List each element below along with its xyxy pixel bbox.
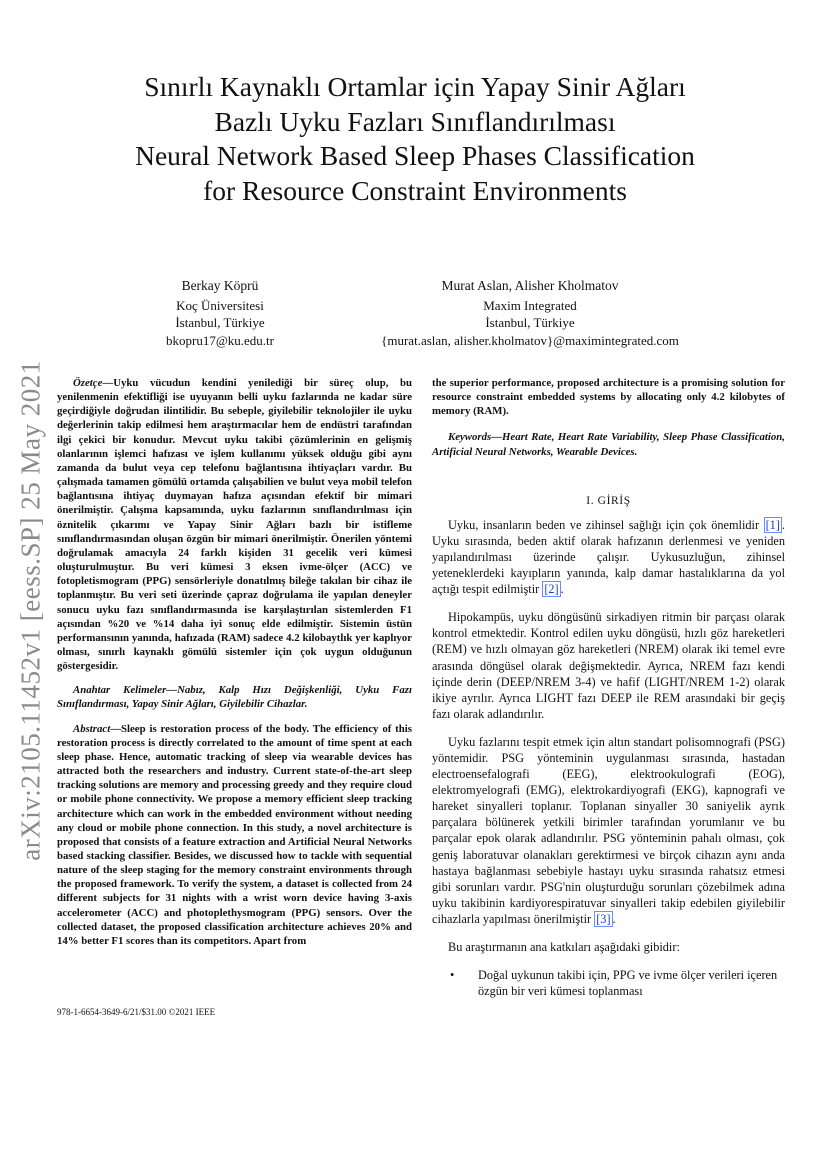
author-block-2 bbox=[355, 277, 705, 349]
arxiv-identifier: arXiv:2105.11452v1 [eess.SP] 25 May 2021 bbox=[15, 359, 46, 861]
copyright-footer: 978-1-6654-3649-6/21/$31.00 ©2021 IEEE bbox=[57, 1007, 216, 1017]
intro-paragraph-3 bbox=[432, 734, 785, 927]
title-line-en-1: Neural Network Based Sleep Phases Classification bbox=[135, 140, 695, 171]
abstract-label: Abstract bbox=[73, 722, 111, 735]
p1-text-c: . bbox=[560, 582, 564, 597]
anahtar-text: —Nabız, Kalp Hızı Değişkenliği, Uyku Fazı Sınıflandırması, Yapay Sinir Ağları, Giyilebilir Cihazlar. bbox=[57, 684, 412, 711]
title-line-tr-1: Sınırlı Kaynaklı Ortamlar için Yapay Sinir Ağları bbox=[144, 71, 686, 102]
author-affiliation: Maxim Integrated bbox=[483, 297, 577, 313]
intro-paragraph-2: Hipokampüs, uyku döngüsünü sirkadiyen ritmin bir parçası olarak kontrol etmektedir. Kontrol edilen uyku döngüsü, hızlı göz hareketleri (REM) ve hızlı olmayan göz hareketleri (NREM) olarak iki temel evre arasında döngüsel olarak değişmektedir. Ayrıca, NREM fazı kendi içinde derin (DEEP/NREM 3-4) ve hafif (LIGHT/NREM 1-2) olarak ikiye ayrılır. Ayrıca LIGHT fazı DEEP ile REM arasındaki bir geçiş fazı olarak adlandırılır. bbox=[432, 610, 785, 721]
citation-link[interactable]: [2] bbox=[544, 582, 559, 597]
ozetce-paragraph bbox=[57, 376, 412, 673]
abstract-paragraph bbox=[57, 722, 412, 949]
keywords-label: Keywords bbox=[448, 431, 492, 444]
anahtar-label: Anahtar Kelimeler bbox=[73, 684, 167, 697]
bullet-text: Doğal uykunun takibi için, PPG ve ivme ölçer verileri içeren özgün bir veri kümesi toplanması bbox=[478, 968, 778, 999]
ozetce-text: —Uyku vücudun kendini yenilediği bir süreç olup, bu yenilenmenin efektifliği ise uyuyanın belli uyku fazlarında ne kadar süre geçirdiğiyle doğrudan ilintilidir. Bu sebeple, giyilebilir teknolojiler ile uyku değerlerinin takip edilmesi hem araştırmacılar hem de endüstri tarafından ilgi çekici bir konudur. Mevcut uyku takibi çözümlerinin en gelişmiş olanlarının işlemci hafızası ve işlem kullanımı yüksek olduğu gibi aynı zamanda da bulut veya cep telefonu bağlantısına ihtiyaçları vardır. Bu çalışmada tamamen gömülü ortamda çalışabilien ve bulut veya mobil telefon bağlantısına ihtiyaç duymayan hafıza açısından efektif bir mimari önerilmiştir. Çalışma kapsamında, uyku fazlarının sınıflandırılması için öznitelik çıkarımı ve Yapay Sinir Ağları bazlı bir istifleme sınıflandırmasından oluşan özgün bir mimari önerilmiştir. Önerilen yöntemi doğrulamak amacıyla 24 farklı kişiden 31 gecelik veri kümesi oluşturulmuştur. Bu veri kümesi 3 eksen ivme-ölçer (ACC) ve fotopletismogram (PPG) sensörleriyle donatılmış bileğe takılan bir cihaz ile toplanmıştır. Bu veri seti üzerinde çapraz doğrulama ile yapılan deneyler sonucu uyku fazı sınıflandırmasında ise karşılaştırılan sistemlerden F1 açısından %20 ve %14 daha iyi sonuç elde edilmiştir. Sistemin üstün performansının yanında, hafızada (RAM) sadece 4.2 kilobaytlık yer kaplıyor olması, sınırlı kaynaklı gömülü sistemler için çok uygun olduğunun göstergesidir. bbox=[57, 377, 412, 673]
keywords-paragraph bbox=[432, 430, 785, 458]
section-heading: I. GİRİŞ bbox=[586, 494, 631, 507]
author-location: İstanbul, Türkiye bbox=[485, 315, 575, 330]
anahtar-kelimeler bbox=[57, 683, 412, 711]
title-line-tr-2: Bazlı Uyku Fazları Sınıflandırılması bbox=[214, 105, 616, 137]
bullet-dot: • bbox=[450, 968, 455, 983]
author-email: {murat.aslan, alisher.kholmatov}@maximintegrated.com bbox=[381, 332, 679, 348]
arxiv-sidebar bbox=[10, 350, 52, 870]
author-affiliation: Koç Üniversitesi bbox=[176, 297, 264, 313]
right-column bbox=[432, 376, 785, 999]
author-email: bkopru17@ku.edu.tr bbox=[165, 332, 274, 348]
abstract-text: —Sleep is restoration process of the body. The efficiency of this restoration process is directly correlated to the amount of time spent at each sleep phase. Hence, automatic tracking of sleep via wearable devices has attracted both the researchers and industry. Current state-of-the-art sleep tracking solutions are memory and processing greedy and they require cloud or mobile phone connectivity. We propose a memory efficient sleep tracking architecture which can work in the embedded environment without needing any cloud or mobile phone connection. In this study, a novel architecture is proposed that consists of a feature extraction and Artificial Neural Networks based stacking classifier. Besides, we discussed how to tackle with sequential nature of the sleep staging for the memory constraint environments through the proposed framework. To verify the system, a dataset is collected from 24 different subjects for 31 nights with a wrist worn device having 3-axis accelerometer (ACC) and photoplethysmogram (PPG) sensors. Over the collected dataset, the proposed classification architecture achieves 20% and 14% better F1 scores than its competitors. Apart from bbox=[57, 722, 412, 947]
title-line-en-2: for Resource Constraint Environments bbox=[203, 174, 627, 206]
left-column bbox=[57, 376, 412, 958]
intro-paragraph-1 bbox=[432, 517, 785, 597]
contributions-intro: Bu araştırmanın ana katkıları aşağıdaki gibidir: bbox=[448, 940, 680, 955]
p3-text-a: Uyku fazlarını tespit etmek için altın standart polisomnografi (PSG) yöntemidir. PSG yönteminin uygulanması sırasında, hastadan electroensefalografi (EEG), elektrookulografi (EOG), elektromyelografi (EMG), elektrokardiyografi (EKG), kapnografi ve hareket sinyalleri toplanır. Toplanan sinyaller 30 saniyelik ayrık parçalara bölünerek yetkili birimler tarafından yorumlanır ve bu parçalar epok olarak adlandırılır. PSG yönteminin pahalı olması, çok geniş laboratuvar olanakları gerektirmesi ve birçok cihazın aynı anda hastaya bağlanması sebebiyle hastayı uyku sırasında rahatsız etmesi gibi sorunları vardır. PSG'nin oluşturduğu sorunları çözebilmek adına uyku takibinin kardiyorespiratuvar sinyalleri takip edebilen giyilebilir cihazlarla yapılması önerilmiştir bbox=[432, 734, 785, 926]
author-location: İstanbul, Türkiye bbox=[175, 315, 265, 330]
author-block-1 bbox=[120, 277, 320, 349]
p1-text-b: . Uyku sırasında, beden aktif olarak hafızanın derlenmesi ve yeniden yapılandırılması üzerinde çalışır. Uykusuzluğun, zihinsel yeteneklerdeki kayıpların yanında, kalp damar hastalıklarına da yol açtığı tespit edilmiştir bbox=[432, 517, 785, 597]
abstract-continuation: the superior performance, proposed architecture is a promising solution for resource constraint embedded systems by allocating only 4.2 kilobytes of memory (RAM). bbox=[432, 377, 785, 418]
p3-text-b: . bbox=[612, 911, 616, 926]
author-name: Murat Aslan, Alisher Kholmatov bbox=[441, 278, 619, 293]
paper-title bbox=[60, 70, 770, 208]
ozetce-label: Özetçe bbox=[73, 377, 103, 389]
keywords-text: —Heart Rate, Heart Rate Variability, Sleep Phase Classification, Artificial Neural Networks, Wearable Devices. bbox=[432, 431, 785, 458]
contribution-bullet bbox=[450, 967, 785, 999]
citation-link[interactable]: [3] bbox=[596, 911, 611, 926]
p1-text-a: Uyku, insanların beden ve zihinsel sağlığı için çok önemlidir bbox=[448, 517, 764, 532]
citation-link[interactable]: [1] bbox=[765, 517, 780, 532]
author-name: Berkay Köprü bbox=[181, 278, 259, 293]
